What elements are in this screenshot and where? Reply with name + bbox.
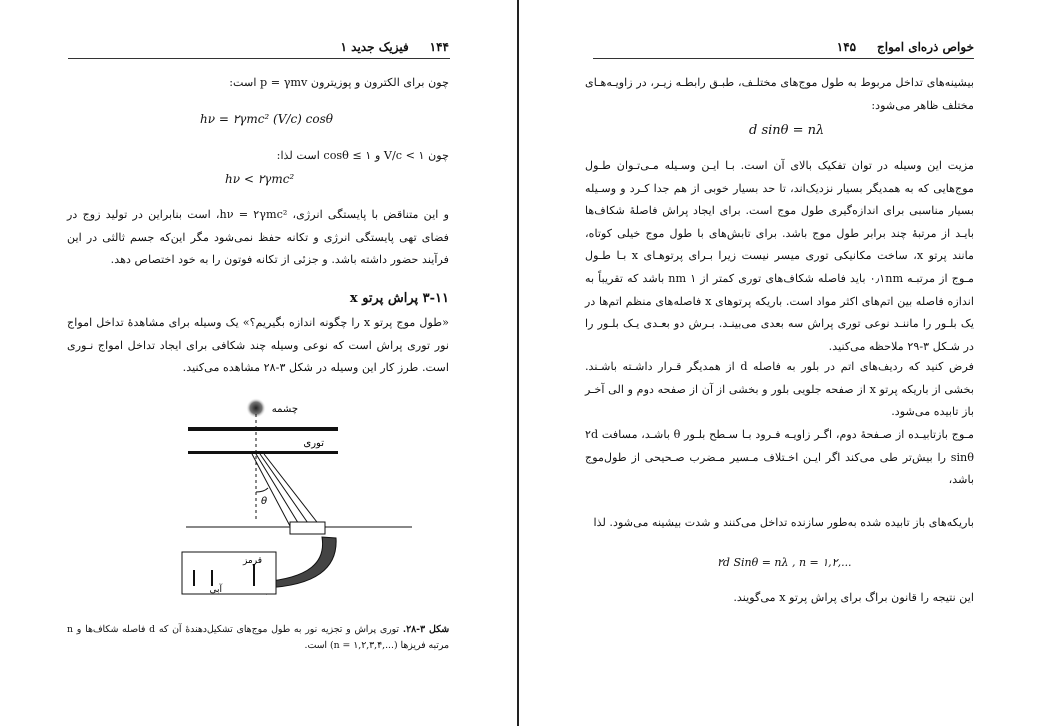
right-para-4: مـوج بازتابیـده از صـفحهٔ دوم، اگـر زاویـه فـرود بـا سـطح بلـور θ باشـد، مسافت ۲d sinθ را بیش‌تر طی می‌کند اگر ایـن اخـتلاف مـسیر مـضرب صـحیحی از طول‌موج باشد، [585,428,974,487]
left-page-header [341,40,449,54]
left-para-3: و این متناقض با پایستگی انرژی، hν = ۲γmc²، است بنابراین در تولید زوج در فضای تهی پایستگی انرژی و تکانه حفظ نمی‌شود مگر این‌که جسم ثالثی در این فرآیند حضور داشته باشد. و جزئی از تکانه فوتون را به خود اختصاص دهد. [67,208,450,267]
diffraction-figure [150,392,450,602]
left-equation-1: hν = ۲γmc² (V/c) cosθ [200,112,333,126]
right-para-5: باریکه‌های باز تابیده شده به‌طور سازنده تداخل می‌کنند و شدت بیشینه می‌شود. لذا [593,516,974,529]
right-page-header [837,40,974,54]
lens-box [290,522,325,534]
source-label: چشمه [271,404,298,415]
grating-bar [188,451,338,454]
right-equation-1: d sinθ = nλ [749,123,825,138]
right-para-6: این نتیجه را قانون براگ برای پراش پرتو x می‌گویند. [733,591,974,604]
right-page [521,0,1038,726]
theta-label: θ [261,496,268,507]
right-para-1: بیشینه‌های تداخل مربوط به طول موج‌های مختلـف، طبـق رابطـه زیـر، در زاویـه‌هـای مختلف ظاهر می‌شود: [585,76,974,112]
caption-text: توری پراش و تجزیه نور به طول موج‌های تشکیل‌دهندهٔ آن که d فاصله شکاف‌ها و n مرتبه فریزها (...,n = ۱,۲,۳,۴) است. [67,624,449,651]
left-para-2: چون V/c < ۱ و cosθ ≤ ۱ است لذا: [276,149,449,162]
left-book-title: فیزیک جدید ۱ [340,40,409,54]
left-equation-2: hν < ۲γmc² [225,172,295,186]
caption-label: شکل ۳-۲۸. [402,624,449,635]
bragg-equation: ۲d Sinθ = nλ , n = ۱,۲,... [717,556,852,569]
section-title: ۳-۱۱ پراش پرتو x [349,291,449,306]
right-header-rule [593,58,974,59]
diffracted-ray-4 [264,454,320,526]
slit-barrier [188,427,338,431]
diffracted-ray-2 [256,454,300,526]
figure-caption [67,622,449,654]
blue-label: آبی [209,585,222,595]
diffracted-ray-1 [252,454,290,526]
left-para-1: چون برای الکترون و پوزیترون p = γmv است: [229,76,449,89]
red-label: قرمز [242,556,262,566]
diffracted-ray-3 [260,454,310,526]
grating-label: توری [303,438,324,449]
right-page-number: ۱۴۵ [836,40,857,54]
right-para-2: مزیت این وسیله در توان تفکیک بالای آن است. بـا ایـن وسـیله مـی‌تـوان طـول موج‌هایی که به همدیگر بسیار نزدیک‌اند، تا حد بسیار خوبی از هم جدا کـرد و وسـیله بسیار مناسبی برای اندازه‌گیری طول موج است. برای ایجاد پراش فاصلهٔ شکاف‌ها بایـد از مرتبهٔ چند برابر طول موج باشد. برای تابش‌های با طول موج خیلی کوتاه، مانند پرتو x، ساخت مکانیکی توری میسر نیست زیرا بـرای پرتوهـای x بـا طـول مـوج از مرتبـه ۰٫۱nm باید فاصله شکاف‌های توری کمتر از ۱ nm باشد که تقریباً به اندازه فاصله بین اتم‌های اکثر مواد است. باریکه پرتوهای x فاصله‌های منظم اتم‌ها در یک بلـور را ماننـد نوعی توری پراش سه بعدی می‌بینـد. بـرش دو بعـدی یـک بلـور را در شـکل ۳-۲۹ ملاحظه می‌کنید. [585,159,974,353]
left-para-4: «طول موج پرتو x را چگونه اندازه بگیریم؟» یک وسیله برای مشاهدهٔ تداخل امواج نور توری پراش است که نوعی وسیله چند شکافی برای ایجاد تداخل امواج نـوری است. طرز کار این وسیله در شکل ۳-۲۸ مشاهده می‌کنید. [67,316,450,375]
theta-arc [256,488,268,492]
left-page-number: ۱۴۴ [429,40,449,54]
right-page-title: خواص ذره‌ای امواج [876,40,974,54]
left-header-rule [68,58,450,59]
right-para-3: فرض کنید که ردیف‌های اتم در بلور به فاصله d از همدیگر قـرار داشـته باشـند. بخشی از باریکه پرتو x از صفحه جلویی بلور و بخشی از آن از صفحه دوم و الی آخـر باز تابیده می‌شود. [585,360,974,419]
